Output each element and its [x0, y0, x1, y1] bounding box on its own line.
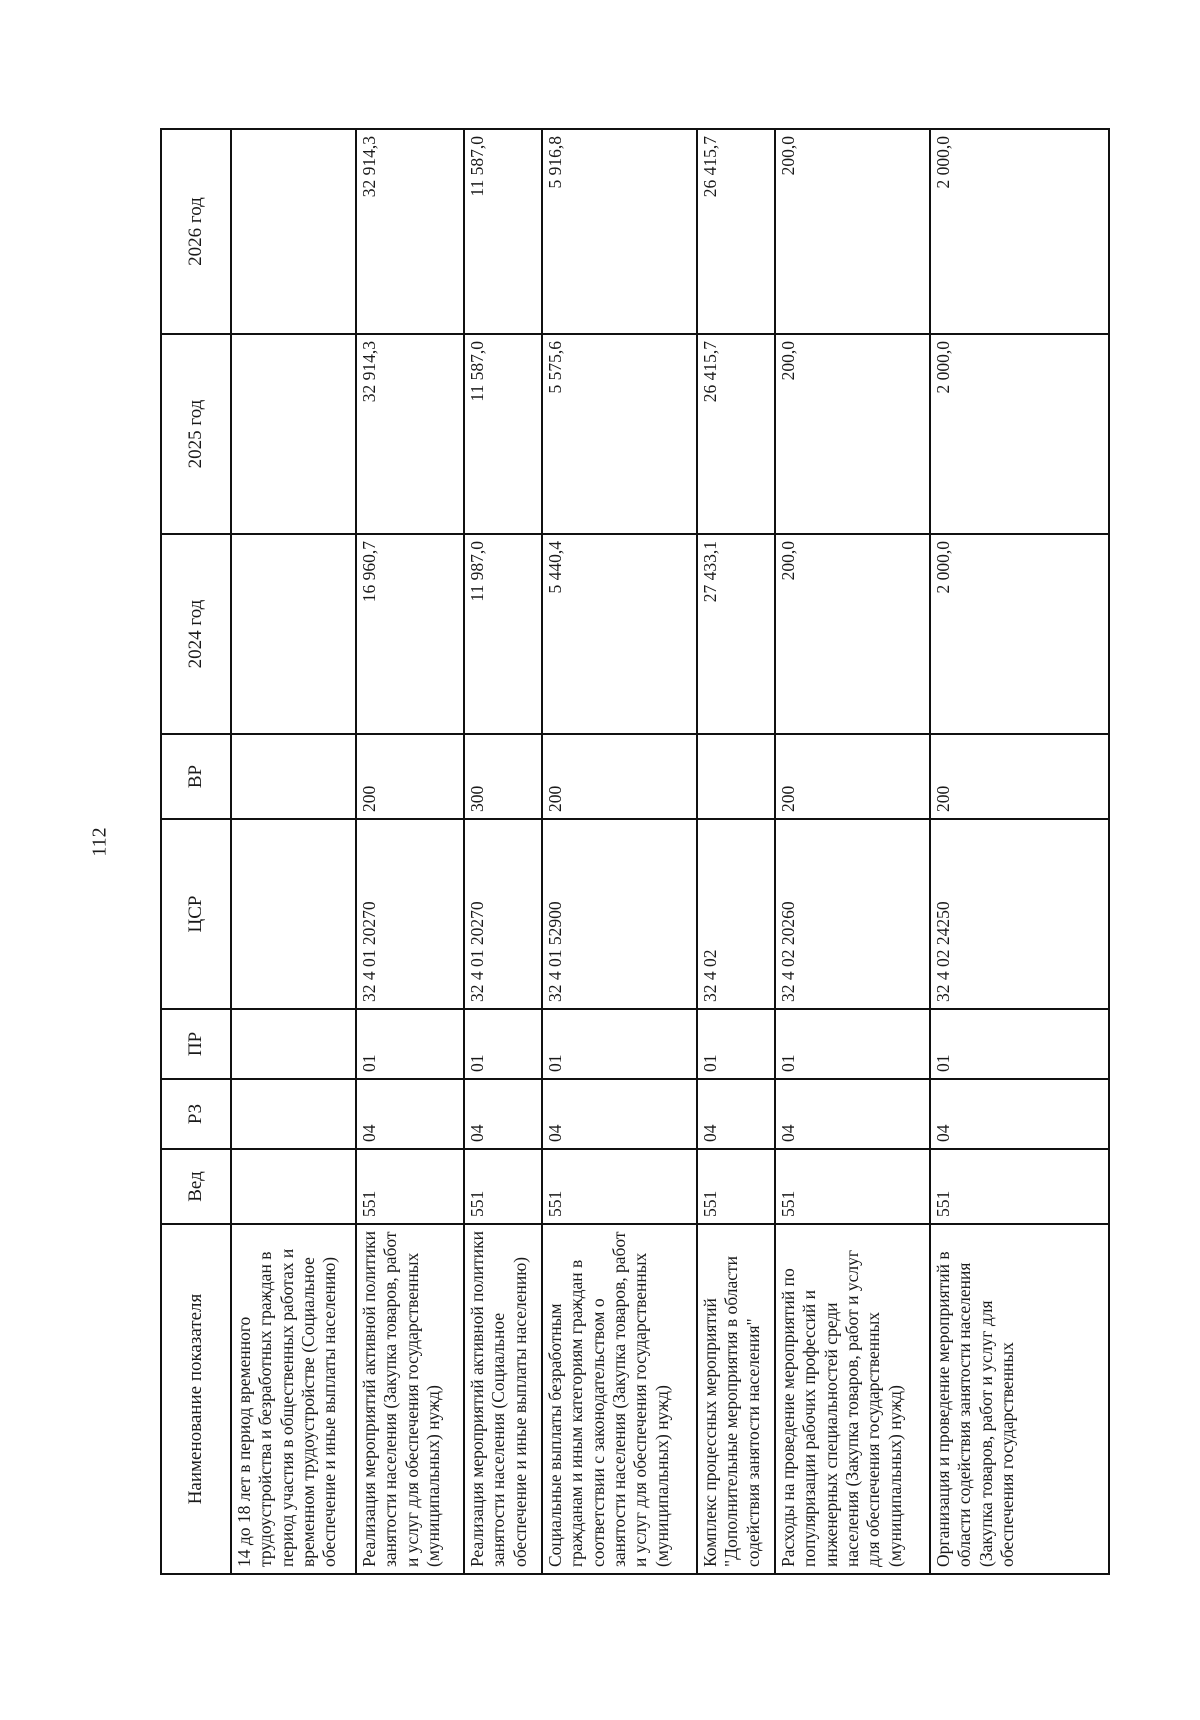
row-2026: 26 415,7 — [697, 129, 775, 334]
row-pr: 01 — [356, 1009, 464, 1079]
row-ved: 551 — [930, 1149, 1109, 1224]
row-2024: 16 960,7 — [356, 534, 464, 734]
row-vr: 200 — [930, 734, 1109, 819]
row-name: Реализация мероприятий активной политики занятости населения (Закупка товаров, работ и услуг для обеспечения государственных (муниципальных) нужд) — [356, 1224, 464, 1574]
row-rz: 04 — [930, 1079, 1109, 1149]
table-row — [775, 129, 930, 1574]
col-header-name: Наименование показателя — [161, 1224, 231, 1574]
row-rz — [231, 1079, 356, 1149]
row-name: Социальные выплаты безработным гражданам и иным категориям граждан в соответствии с законодательством о занятости населения (Закупка товаров, работ и услуг для обеспечения государственных (муниципальных) нужд) — [542, 1224, 697, 1574]
table-row — [542, 129, 697, 1574]
row-name: Расходы на проведение мероприятий по популяризации рабочих профессий и инженерных специальностей среди населения (Закупка товаров, работ и услуг для обеспечения государственных (муниципальных) нужд) — [775, 1224, 930, 1574]
row-ved: 551 — [464, 1149, 542, 1224]
row-vr: 300 — [464, 734, 542, 819]
row-2026: 200,0 — [775, 129, 930, 334]
row-vr: 200 — [775, 734, 930, 819]
row-2025: 11 587,0 — [464, 334, 542, 534]
row-csr: 32 4 02 24250 — [930, 819, 1109, 1009]
row-2025: 26 415,7 — [697, 334, 775, 534]
row-2026: 5 916,8 — [542, 129, 697, 334]
row-csr: 32 4 01 20270 — [464, 819, 542, 1009]
row-2025: 2 000,0 — [930, 334, 1109, 534]
row-csr: 32 4 01 20270 — [356, 819, 464, 1009]
row-name: 14 до 18 лет в период временного трудоустройства и безработных граждан в период участия в общественных работах и временном трудоустройстве (Социальное обеспечение и иные выплаты населению) — [231, 1224, 356, 1574]
col-header-2024: 2024 год — [161, 534, 231, 734]
row-csr: 32 4 02 20260 — [775, 819, 930, 1009]
row-2026: 32 914,3 — [356, 129, 464, 334]
row-2025: 32 914,3 — [356, 334, 464, 534]
row-rz: 04 — [464, 1079, 542, 1149]
row-rz: 04 — [775, 1079, 930, 1149]
row-rz: 04 — [697, 1079, 775, 1149]
col-header-ved: Вед — [161, 1149, 231, 1224]
rotated-sheet — [160, 130, 1110, 1575]
row-ved: 551 — [542, 1149, 697, 1224]
row-2025: 200,0 — [775, 334, 930, 534]
row-2024: 2 000,0 — [930, 534, 1109, 734]
row-vr: 200 — [542, 734, 697, 819]
row-csr: 32 4 02 — [697, 819, 775, 1009]
row-ved: 551 — [356, 1149, 464, 1224]
row-ved: 551 — [775, 1149, 930, 1224]
row-rz: 04 — [542, 1079, 697, 1149]
row-2024: 27 433,1 — [697, 534, 775, 734]
table-row — [930, 129, 1109, 1574]
row-name: Комплекс процессных мероприятий "Дополнительные мероприятия в области содействия занятости населения" — [697, 1224, 775, 1574]
row-2026 — [231, 129, 356, 334]
row-pr — [231, 1009, 356, 1079]
row-2024: 5 440,4 — [542, 534, 697, 734]
budget-table — [160, 128, 1110, 1575]
header-row — [161, 129, 231, 1574]
table-row — [231, 129, 356, 1574]
row-pr: 01 — [464, 1009, 542, 1079]
row-name: Организация и проведение мероприятий в области содействия занятости населения (Закупка товаров, работ и услуг для обеспечения государственных — [930, 1224, 1109, 1574]
row-pr: 01 — [930, 1009, 1109, 1079]
row-pr: 01 — [697, 1009, 775, 1079]
col-header-rz: РЗ — [161, 1079, 231, 1149]
row-2024 — [231, 534, 356, 734]
row-ved: 551 — [697, 1149, 775, 1224]
row-vr — [231, 734, 356, 819]
col-header-vr: ВР — [161, 734, 231, 819]
row-name: Реализация мероприятий активной политики занятости населения (Социальное обеспечение и иные выплаты населению) — [464, 1224, 542, 1574]
col-header-2025: 2025 год — [161, 334, 231, 534]
col-header-pr: ПР — [161, 1009, 231, 1079]
row-2024: 11 987,0 — [464, 534, 542, 734]
page-number: 112 — [88, 827, 111, 857]
row-2026: 11 587,0 — [464, 129, 542, 334]
table-row — [356, 129, 464, 1574]
table-row — [697, 129, 775, 1574]
row-csr: 32 4 01 52900 — [542, 819, 697, 1009]
row-pr: 01 — [775, 1009, 930, 1079]
row-rz: 04 — [356, 1079, 464, 1149]
row-2025: 5 575,6 — [542, 334, 697, 534]
row-vr — [697, 734, 775, 819]
row-2024: 200,0 — [775, 534, 930, 734]
table-row — [464, 129, 542, 1574]
col-header-csr: ЦСР — [161, 819, 231, 1009]
row-2026: 2 000,0 — [930, 129, 1109, 334]
row-pr: 01 — [542, 1009, 697, 1079]
row-csr — [231, 819, 356, 1009]
row-2025 — [231, 334, 356, 534]
row-vr: 200 — [356, 734, 464, 819]
col-header-2026: 2026 год — [161, 129, 231, 334]
row-ved — [231, 1149, 356, 1224]
